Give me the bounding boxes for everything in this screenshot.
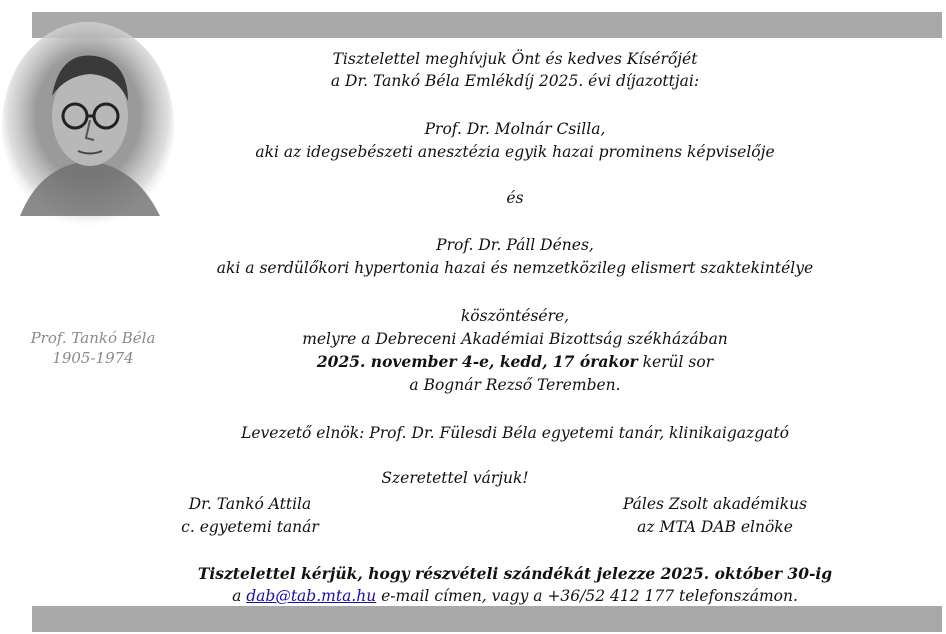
awardee-1-description: aki az idegsebészeti anesztézia egyik hazai prominens képviselője bbox=[255, 143, 775, 161]
rsvp-line-1: Tisztelettel kérjük, hogy részvételi szándékát jelezze 2025. október 30-ig bbox=[197, 564, 833, 583]
awardee-2-description: aki a serdülőkori hypertonia hazai és nemzetközileg elismert szaktekintélye bbox=[216, 259, 814, 277]
room-line: a Bognár Rezső Teremben. bbox=[409, 376, 621, 394]
rsvp-suffix: e-mail címen, vagy a +36/52 412 177 telefonszámon. bbox=[376, 587, 798, 605]
awardee-1-name: Prof. Dr. Molnár Csilla, bbox=[424, 120, 606, 138]
date-suffix: kerül sor bbox=[637, 353, 714, 371]
rsvp-prefix: a bbox=[232, 587, 247, 605]
awardee-2-name: Prof. Dr. Páll Dénes, bbox=[436, 236, 594, 254]
portrait-image bbox=[0, 16, 176, 230]
torn-edge-bottom bbox=[32, 606, 942, 632]
portrait-caption-years: 1905-1974 bbox=[52, 349, 134, 367]
invite-line-1: Tisztelettel meghívjuk Önt és kedves Kísérőjét bbox=[332, 50, 698, 68]
welcome-line: Szeretettel várjuk! bbox=[381, 469, 529, 487]
invite-line-2: a Dr. Tankó Béla Emlékdíj 2025. évi díjazottjai: bbox=[330, 72, 700, 90]
portrait-caption-name: Prof. Tankó Béla bbox=[30, 329, 156, 347]
and-text: és bbox=[506, 189, 524, 207]
left-signature-name: Dr. Tankó Attila bbox=[188, 495, 312, 513]
left-signature-title: c. egyetemi tanár bbox=[181, 518, 319, 536]
greeting-text: köszöntésére, bbox=[460, 307, 570, 325]
chair-line: Levezető elnök: Prof. Dr. Fülesdi Béla egyetemi tanár, klinikaigazgató bbox=[241, 424, 789, 442]
right-signature-name: Páles Zsolt akadémikus bbox=[622, 495, 808, 513]
event-date: 2025. november 4-e, kedd, 17 órakor bbox=[316, 352, 638, 371]
venue-line: melyre a Debreceni Akadémiai Bizottság székházában bbox=[302, 330, 728, 348]
date-line bbox=[190, 351, 840, 373]
rsvp-email-link[interactable]: dab@tab.mta.hu bbox=[246, 587, 377, 605]
right-signature-title: az MTA DAB elnöke bbox=[637, 518, 793, 536]
portrait-caption bbox=[8, 328, 178, 368]
